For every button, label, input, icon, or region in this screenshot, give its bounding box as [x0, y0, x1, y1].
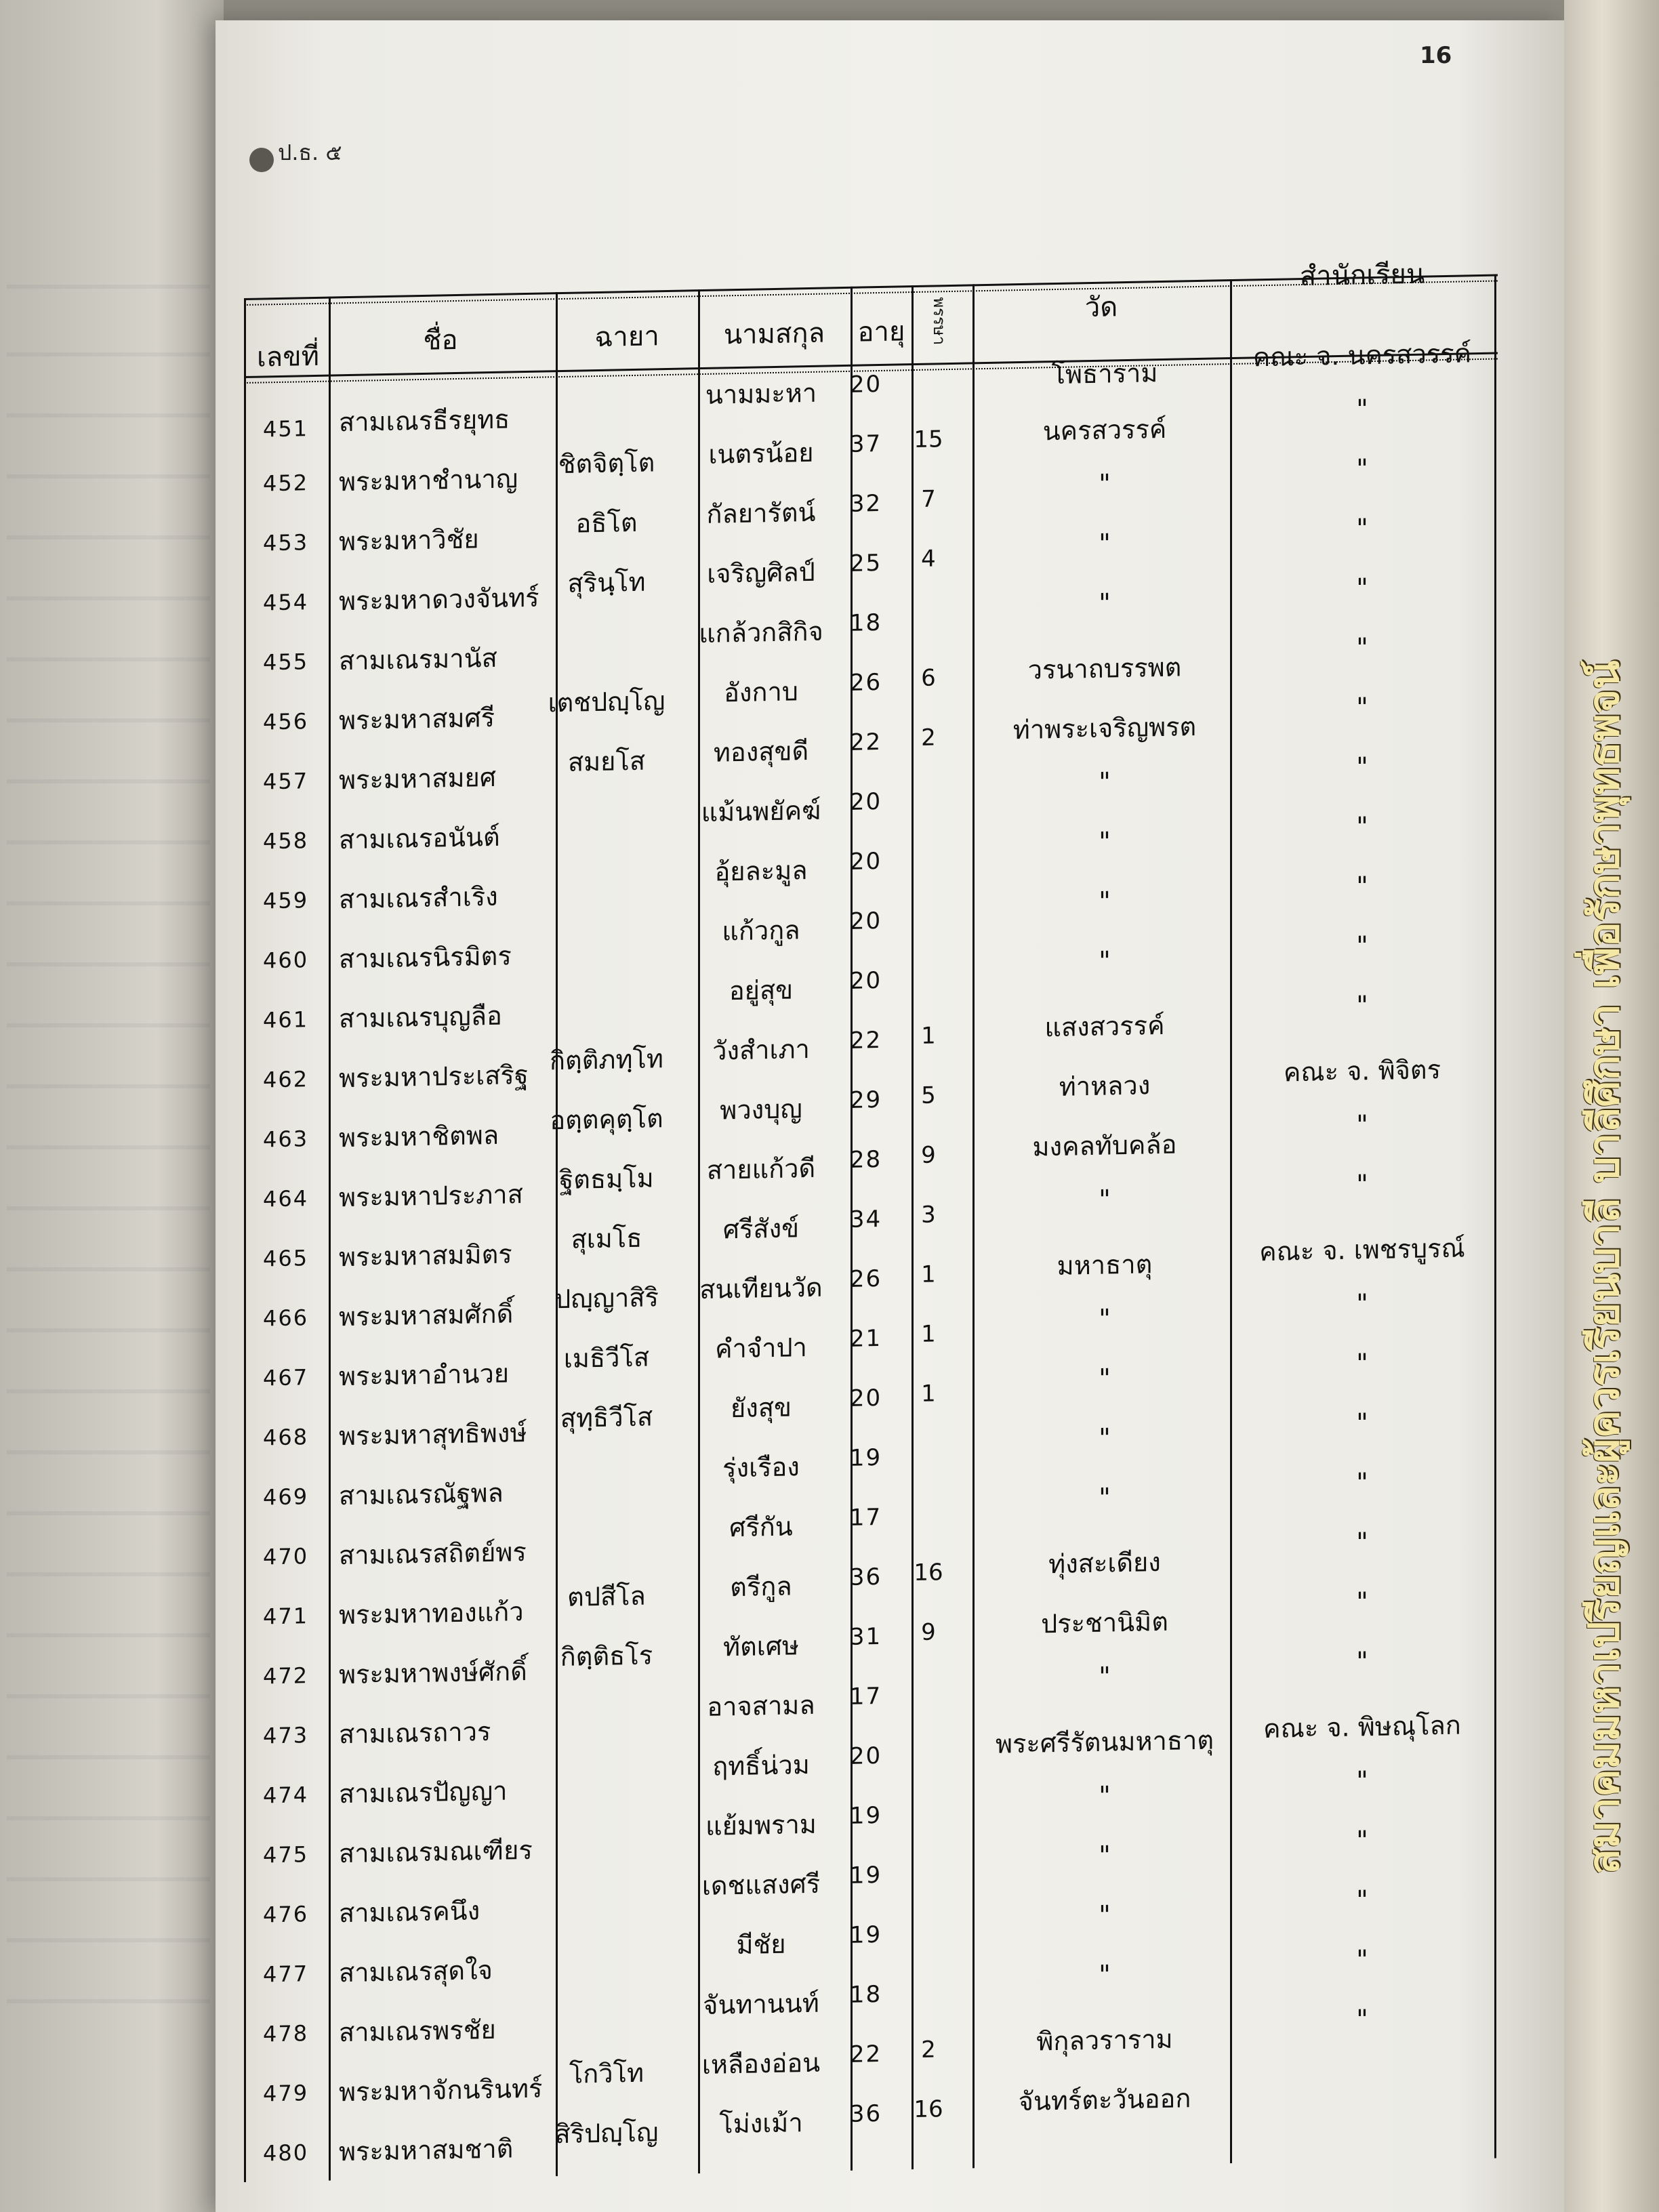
cell-name: สามเณรนิรมิตร	[339, 941, 512, 975]
cell-wat: "	[1099, 945, 1111, 976]
cell-surname: อังกาบ	[724, 676, 798, 708]
cell-name: พระมหาชำนาญ	[339, 464, 518, 497]
page-number: 16	[1420, 42, 1452, 69]
faded-line	[7, 1816, 210, 1835]
cell-pansa: 1	[921, 1320, 936, 1348]
cell-school: คณะ จ. พิษณุโลก	[1263, 1710, 1461, 1744]
cell-pansa: 1	[921, 1022, 936, 1050]
faded-line	[7, 840, 210, 859]
cell-age: 31	[849, 1622, 882, 1651]
cell-alias: โกวิโท	[569, 2057, 644, 2089]
faded-line	[7, 1572, 210, 1591]
faded-line	[7, 1145, 210, 1164]
cell-age: 19	[849, 1801, 882, 1830]
cell-name: พระมหาสมมิตร	[339, 1239, 512, 1273]
cell-name: พระมหาดวงจันทร์	[339, 582, 539, 617]
cell-school: "	[1356, 1169, 1368, 1200]
faded-line	[7, 779, 210, 798]
faded-line	[7, 718, 210, 737]
faded-line	[7, 1389, 210, 1408]
cell-no: 461	[263, 1006, 309, 1033]
faded-line	[7, 1023, 210, 1042]
cell-wat: ทุ่งสะเดียง	[1048, 1547, 1161, 1580]
cell-no: 468	[263, 1424, 309, 1451]
cell-school: "	[1356, 1408, 1368, 1438]
cell-wat: "	[1099, 1184, 1111, 1214]
cell-age: 36	[849, 2100, 882, 2128]
cell-surname: จันทานนท์	[703, 1988, 819, 2020]
cell-surname: รุ่งเรือง	[722, 1452, 800, 1483]
header-age: อายุ	[857, 316, 905, 348]
cell-surname: วังสำเภา	[712, 1033, 810, 1066]
cell-wat: "	[1099, 1900, 1111, 1930]
faded-line	[7, 474, 210, 493]
header-wat: วัด	[1084, 291, 1118, 324]
cell-wat: พิกุลวราราม	[1036, 2024, 1173, 2057]
cell-school: "	[1356, 871, 1368, 901]
cell-surname: เหลืองอ่อน	[701, 2047, 821, 2081]
cell-age: 36	[849, 1563, 882, 1591]
cell-wat: "	[1099, 1780, 1111, 1811]
cell-surname: นามมะหา	[705, 377, 817, 410]
cell-pansa: 2	[921, 724, 936, 752]
cell-name: สามเณรณัฐพล	[339, 1477, 504, 1511]
cell-no: 466	[263, 1305, 309, 1332]
cell-wat: มงคลทับคล้อ	[1032, 1129, 1177, 1162]
cell-age: 34	[849, 1205, 882, 1233]
header-no: เลขที่	[257, 340, 319, 373]
cell-no: 469	[263, 1483, 309, 1511]
cell-age: 26	[849, 668, 882, 697]
cell-pansa	[905, 383, 952, 384]
cell-no: 459	[263, 887, 309, 914]
cell-surname: แย้มพราม	[705, 1809, 817, 1841]
cell-no: 456	[263, 708, 309, 735]
cell-pansa: 1	[921, 1380, 936, 1408]
cell-surname: เนตรน้อย	[708, 437, 814, 470]
cell-age: 19	[849, 1443, 882, 1472]
header-pansa: พรรษา	[930, 297, 949, 346]
cell-age: 20	[849, 787, 882, 816]
cell-alias: อธิโต	[575, 507, 638, 539]
punch-hole	[249, 148, 274, 172]
cell-surname: แกล้วกสิกิจ	[699, 616, 823, 649]
cell-surname: โม่งเม้า	[719, 2108, 803, 2139]
cell-name: สามเณรปัญญา	[339, 1776, 508, 1809]
cell-no: 467	[263, 1364, 309, 1391]
cell-name: สามเณรสถิตย์พร	[339, 1536, 527, 1571]
cell-surname: ทองสุขดี	[713, 736, 809, 768]
cell-school: "	[1356, 573, 1368, 603]
cell-no: 480	[263, 2139, 309, 2167]
cell-surname: สายแก้วดี	[706, 1153, 816, 1185]
cell-no: 458	[263, 827, 309, 855]
cell-no: 455	[263, 649, 309, 676]
cell-alias: กิตฺติภทฺโท	[550, 1044, 663, 1076]
cell-name: พระมหาสมศักดิ์	[339, 1298, 514, 1332]
cell-alias: อตฺตคุตฺโต	[550, 1103, 663, 1136]
cell-surname: แก้วกูล	[722, 915, 800, 947]
cell-pansa: 3	[921, 1201, 936, 1229]
faded-line	[7, 1633, 210, 1652]
cell-surname: อาจสามล	[707, 1689, 815, 1722]
cell-school: "	[1356, 513, 1368, 544]
cell-alias: เตชปญฺโญ	[548, 686, 665, 718]
cell-name: พระมหาชิตพล	[339, 1120, 499, 1153]
cell-surname: ตรีกูล	[730, 1571, 792, 1603]
header-alias: ฉายา	[594, 321, 659, 354]
header-school: สำนักเรียน	[1299, 258, 1425, 293]
faded-line	[7, 1938, 210, 1957]
cell-age: 22	[849, 2040, 882, 2068]
cell-alias: ฐิตธมฺโม	[559, 1163, 654, 1195]
cell-name: สามเณรมณเฑียร	[339, 1835, 533, 1869]
cell-age: 32	[849, 489, 882, 518]
cell-no: 464	[263, 1185, 309, 1212]
cell-surname: อยู่สุข	[729, 975, 794, 1006]
cell-wat: "	[1099, 588, 1111, 618]
cell-wat: "	[1099, 528, 1111, 558]
cell-school: "	[1356, 1288, 1368, 1319]
cell-age: 20	[849, 1742, 882, 1770]
cell-school: "	[1356, 692, 1368, 722]
cell-wat: จันทร์ตะวันออก	[1018, 2083, 1191, 2117]
cell-name: พระมหาสมศรี	[339, 702, 495, 736]
cell-school: "	[1356, 990, 1368, 1021]
cell-name: พระมหาประภาส	[339, 1179, 523, 1213]
faded-line	[7, 285, 210, 304]
cell-age: 22	[849, 1026, 882, 1054]
cell-no: 452	[263, 470, 309, 497]
faded-line	[7, 962, 210, 981]
cell-wat: "	[1099, 826, 1111, 857]
faded-line	[7, 1206, 210, 1225]
results-table	[244, 182, 1498, 2165]
cell-name: สามเณรธีรยุทธ	[339, 404, 510, 438]
cell-wat: "	[1099, 1482, 1111, 1513]
cell-name: พระมหาวิชัย	[339, 524, 479, 557]
cell-school: "	[1356, 1109, 1368, 1140]
cell-no: 473	[263, 1722, 309, 1749]
watermark: สมาคมมหาเปรียญและผู้ควรเรียนบาลี บาลีศึกษา เพื่อรักษาพุทธพจน์	[1579, 660, 1629, 1875]
cell-surname: เดชแสงศรี	[701, 1868, 821, 1902]
cell-wat: ท่าหลวง	[1059, 1070, 1151, 1102]
cell-alias: สุเมโธ	[571, 1223, 642, 1254]
cell-no: 478	[263, 2020, 309, 2047]
faded-line	[7, 1328, 210, 1347]
cell-surname: มีชัย	[736, 1929, 786, 1961]
cell-alias: สมยโส	[567, 745, 646, 777]
faded-line	[7, 657, 210, 676]
cell-age: 20	[849, 907, 882, 935]
cell-age: 29	[849, 1086, 882, 1114]
faded-line	[7, 596, 210, 615]
cell-surname: สนเทียนวัด	[699, 1272, 823, 1305]
cell-age: 28	[849, 1145, 882, 1174]
cell-name: สามเณรถาวร	[339, 1717, 491, 1750]
cell-alias	[542, 388, 671, 391]
cell-age: 37	[849, 430, 882, 458]
cell-name: พระมหาพงษ์ศักดิ์	[339, 1656, 527, 1690]
cell-no: 454	[263, 589, 309, 616]
cell-name: สามเณรมานัส	[339, 642, 497, 676]
header-name: ชื่อ	[423, 324, 458, 356]
cell-no: 471	[263, 1603, 309, 1630]
cell-name: พระมหาอำนวย	[339, 1358, 510, 1392]
cell-surname: พวงบุญ	[720, 1094, 802, 1126]
cell-wat: "	[1099, 886, 1111, 916]
cell-surname: คำจำปา	[715, 1332, 807, 1364]
cell-age: 20	[849, 370, 882, 398]
faded-line	[7, 1877, 210, 1896]
cell-no: 463	[263, 1126, 309, 1153]
cell-name: พระมหาสมยศ	[339, 762, 496, 796]
faded-line	[7, 1450, 210, 1469]
cell-wat: พระศรีรัตนมหาธาตุ	[995, 1725, 1214, 1759]
header-surname: นามสกุล	[723, 317, 825, 351]
cell-no: 453	[263, 529, 309, 556]
cell-wat: "	[1099, 1840, 1111, 1870]
cell-pansa: 16	[914, 2095, 943, 2124]
cell-school: "	[1356, 453, 1368, 484]
cell-name: สามเณรอนันต์	[339, 821, 500, 855]
cell-pansa: 2	[921, 2036, 936, 2064]
cell-school: "	[1356, 1348, 1368, 1378]
faded-line	[7, 1694, 210, 1713]
cell-age: 22	[849, 728, 882, 756]
cell-school: "	[1356, 1885, 1368, 1915]
cell-pansa: 5	[921, 1082, 936, 1109]
cell-alias: เมธิวีโส	[563, 1342, 650, 1374]
cell-wat: วรนาถบรรพต	[1027, 652, 1182, 685]
cell-school: คณะ จ. พิจิตร	[1284, 1054, 1441, 1088]
cell-age: 19	[849, 1921, 882, 1949]
cell-school: คณะ จ. เพชรบูรณ์	[1259, 1233, 1465, 1267]
cell-pansa: 6	[921, 664, 936, 692]
cell-school: "	[1356, 1586, 1368, 1617]
faded-line	[7, 1267, 210, 1286]
faded-line	[7, 352, 210, 371]
cell-school: "	[1356, 394, 1368, 424]
cell-age: 17	[849, 1682, 882, 1711]
faded-line	[7, 413, 210, 432]
faded-line	[7, 1755, 210, 1774]
cell-no: 457	[263, 768, 309, 795]
cell-wat: โพธาราม	[1051, 358, 1158, 390]
faded-line	[7, 1999, 210, 2018]
cell-age: 26	[849, 1265, 882, 1293]
cell-no: 477	[263, 1961, 309, 1988]
cell-pansa: 4	[921, 545, 936, 573]
faded-line	[7, 901, 210, 920]
cell-school: คณะ จ. นครสวรรค์	[1252, 338, 1472, 373]
cell-wat: "	[1099, 1303, 1111, 1334]
cell-name: สามเณรสุดใจ	[339, 1954, 493, 1988]
left-page	[0, 0, 224, 2212]
cell-no: 460	[263, 947, 309, 974]
cell-alias: สุทฺธิวีโส	[560, 1401, 653, 1434]
cell-school: "	[1356, 811, 1368, 842]
cell-no: 474	[263, 1782, 309, 1809]
cell-pansa: 9	[921, 1618, 936, 1646]
cell-age: 18	[849, 609, 882, 637]
cell-wat: "	[1099, 1959, 1111, 1990]
cell-name: พระมหาทองแก้ว	[339, 1597, 524, 1631]
cell-no: 479	[263, 2080, 309, 2107]
cell-wat: ประชานิมิต	[1041, 1606, 1168, 1639]
cell-name: สามเณรบุญลือ	[339, 1000, 502, 1034]
cell-alias: สุรินฺโท	[567, 567, 646, 598]
cell-school: "	[1356, 1467, 1368, 1498]
cell-pansa: 7	[921, 485, 936, 513]
cell-age: 18	[849, 1980, 882, 2009]
cell-alias: สิริปญฺโญ	[554, 2117, 659, 2150]
cell-alias: กิตฺติธโร	[560, 1640, 653, 1673]
cell-no: 462	[263, 1066, 309, 1093]
cell-no: 475	[263, 1841, 309, 1868]
cell-age: 17	[849, 1503, 882, 1532]
cell-school: "	[1356, 1646, 1368, 1677]
cell-surname: ยังสุข	[731, 1392, 792, 1424]
cell-surname: เจริญศิลป์	[707, 556, 815, 589]
cell-surname: ฤทธิ์น่วม	[712, 1749, 810, 1782]
cell-name: สามเณรคนึง	[339, 1896, 480, 1929]
cell-school: "	[1356, 1765, 1368, 1796]
cell-surname: ศรีสังข์	[722, 1213, 800, 1245]
cell-surname: อุ้ยละมูล	[714, 855, 808, 887]
cell-name: พระมหาประเสริฐ	[339, 1059, 529, 1094]
cell-alias: ชิตจิตฺโต	[558, 447, 655, 480]
faded-line	[7, 535, 210, 554]
cell-wat: "	[1099, 468, 1111, 499]
cell-school: "	[1356, 1527, 1368, 1557]
cell-alias: ตปสีโล	[567, 1580, 646, 1612]
cell-age: 25	[849, 549, 882, 577]
cell-age: 20	[849, 847, 882, 876]
cell-school: "	[1356, 752, 1368, 782]
cell-school: "	[1356, 632, 1368, 663]
cell-wat: "	[1099, 1363, 1111, 1393]
cell-school: "	[1356, 2004, 1368, 2034]
cell-wat: แสงสวรรค์	[1044, 1010, 1165, 1043]
cell-wat: ท่าพระเจริญพรต	[1012, 712, 1197, 745]
cell-age: 21	[849, 1324, 882, 1353]
cell-pansa: 15	[914, 426, 943, 454]
cell-wat: นครสวรรค์	[1042, 413, 1167, 447]
cell-no: 465	[263, 1245, 309, 1272]
cell-no: 472	[263, 1662, 309, 1689]
cell-age: 20	[849, 966, 882, 995]
cell-pansa: 1	[921, 1261, 936, 1288]
cell-wat: "	[1099, 1661, 1111, 1692]
cell-school: "	[1356, 1944, 1368, 1975]
cell-name: สามเณรสำเริง	[339, 881, 498, 915]
cell-name: พระมหาจักนรินทร์	[339, 2073, 543, 2108]
cell-school: "	[1356, 930, 1368, 961]
cell-pansa: 9	[921, 1141, 936, 1169]
cell-no: 476	[263, 1901, 309, 1928]
cell-surname: แม้นพยัคฆ์	[701, 795, 821, 828]
cell-no: 470	[263, 1543, 309, 1570]
cell-pansa: 16	[914, 1559, 943, 1587]
cell-no: 451	[263, 415, 309, 443]
cell-alias: ปญฺญาสิริ	[554, 1282, 659, 1315]
cell-name: สามเณรพรชัย	[339, 2014, 496, 2048]
cell-name: พระมหาสมชาติ	[339, 2133, 514, 2167]
cell-age: 20	[849, 1384, 882, 1412]
cell-school: "	[1356, 1825, 1368, 1856]
cell-wat: "	[1099, 766, 1111, 797]
form-code: ป.ธ. ๕	[278, 140, 342, 165]
cell-surname: ทัตเศษ	[723, 1631, 799, 1662]
faded-line	[7, 1084, 210, 1103]
cell-wat: มหาธาตุ	[1057, 1249, 1153, 1281]
faded-line	[7, 1511, 210, 1530]
cell-name: พระมหาสุทธิพงษ์	[339, 1417, 527, 1452]
cell-wat: "	[1099, 1422, 1111, 1453]
cell-age: 19	[849, 1861, 882, 1889]
cell-surname: กัลยารัตน์	[706, 497, 816, 529]
cell-surname: ศรีกัน	[729, 1511, 793, 1543]
